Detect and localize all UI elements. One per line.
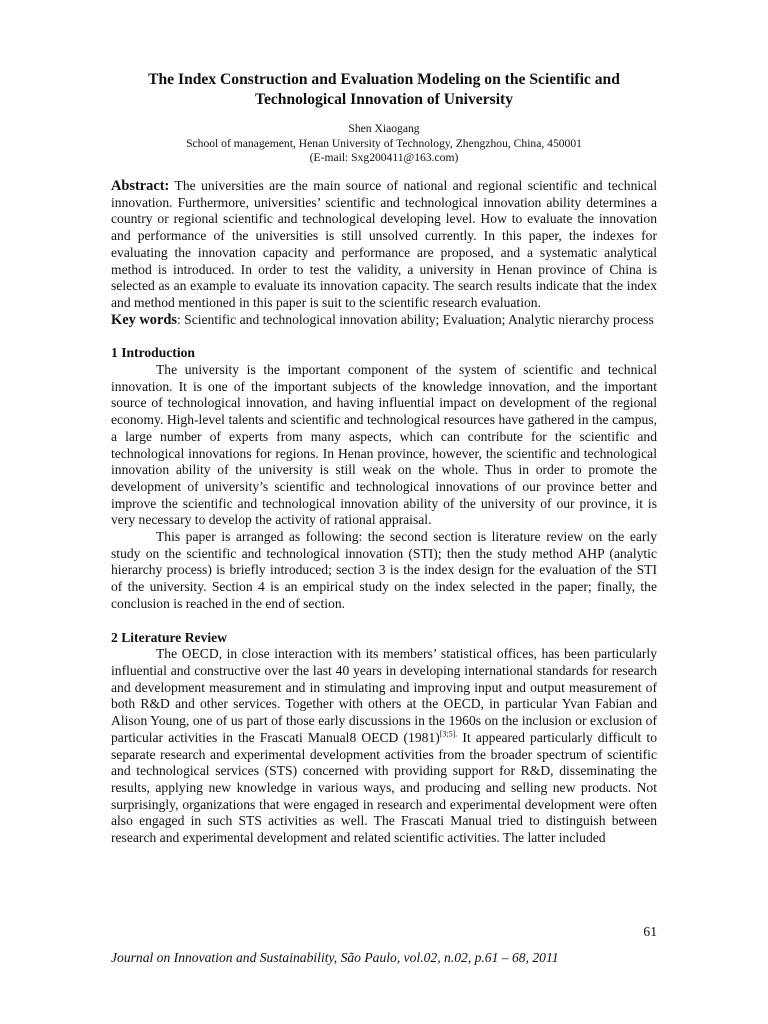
- section-2-paragraph-1: [111, 646, 657, 846]
- section-2-text-part-1: The OECD, in close interaction with its members’ statistical offices, has been particularly influential and constructive over the last 40 years in developing international standards for research and development measurement and in stimulating and improving input and output measurement of both R&D and other services. Together with others at the OECD, in particular Yvan Fabian and Alison Young, one of us part of those early discussions in the 1960s on the inclusion or exclusion of particular activities in the Frascati Manual8 OECD (1981): [111, 646, 657, 745]
- journal-footer: Journal on Innovation and Sustainability, São Paulo, vol.02, n.02, p.61 – 68, 2011: [111, 950, 559, 965]
- abstract-label: Abstract:: [111, 178, 170, 194]
- title-line-2: Technological Innovation of University: [254, 91, 514, 108]
- section-1-heading: 1 Introduction: [111, 345, 195, 361]
- author-email: (E-mail: Sxg200411@163.com): [309, 151, 459, 164]
- keywords-label: Key words: [111, 311, 177, 328]
- section-1-paragraph-2: This paper is arranged as following: the second section is literature review on the early study on the scientific and technological innovation (STI); then the study method AHP (analytic hierarchy process) is briefly introduced; section 3 is the index design for the evaluation of the STI of the university. Section 4 is an empirical study on the index selected in the paper; finally, the conclusion is reached in the end of section.: [111, 529, 657, 611]
- abstract: [111, 178, 657, 312]
- section-1-paragraph-1: The university is the important component of the system of scientific and technical innovation. It is one of the important subjects of the knowledge innovation, and the important source of technological innovation, and having influential impact on development of the regional economy. High-level talents and scientific and technological resources have gathered in the campus, a large number of experts from many aspects, which can contribute for the scientific and technological innovations for regions. In Henan province, however, the scientific and technological innovation ability of the university is still weak on the whole. Thus in order to promote the development of university’s scientific and technological innovations of our province better and improve the scientific and technological innovation ability of the university of our province, it is very necessary to develop the activity of rational appraisal.: [111, 362, 657, 528]
- author-affiliation: School of management, Henan University of Technology, Zhengzhou, China, 450001: [186, 136, 582, 150]
- citation: [3;5].: [439, 729, 458, 739]
- author-name: Shen Xiaogang: [348, 122, 420, 135]
- title-line-1: The Index Construction and Evaluation Modeling on the Scientific and: [148, 71, 620, 88]
- author-block: [100, 122, 668, 166]
- keywords-text: : Scientific and technological innovation ability; Evaluation; Analytic nierarchy process: [176, 311, 654, 327]
- page-number: 61: [643, 924, 657, 939]
- paper-body: [111, 178, 657, 847]
- section-2-text-part-2: It appeared particularly difficult to separate research and experimental development activities from the broader spectrum of scientific and technological services (STS) concerned with providing support for R&D, disseminating the results, applying new knowledge in various ways, and producing and selling new products. Not surprisingly, organizations that were engaged in research and experimental development were often also engaged in such STS activities as well. The Frascati Manual tried to distinguish between research and experimental development and related scientific activities. The latter included: [111, 729, 657, 846]
- keywords: [111, 312, 657, 329]
- paper-title: [100, 70, 668, 110]
- section-2-heading: 2 Literature Review: [111, 629, 228, 645]
- abstract-text: The universities are the main source of national and regional scientific and technical innovation. Furthermore, universities’ scientific and technological innovation ability determines a country or regional scientific and technological developing level. How to evaluate the innovation and performance of the universities is still unsolved currently. In this paper, the indexes for evaluating the innovation capacity and performance are proposed, and a systematic analytical method is introduced. In order to test the validity, a university in Henan province of China is selected as an example to evaluate its innovation capacity. The search results indicate that the index and method mentioned in this paper is suit to the scientific research evaluation.: [111, 178, 657, 310]
